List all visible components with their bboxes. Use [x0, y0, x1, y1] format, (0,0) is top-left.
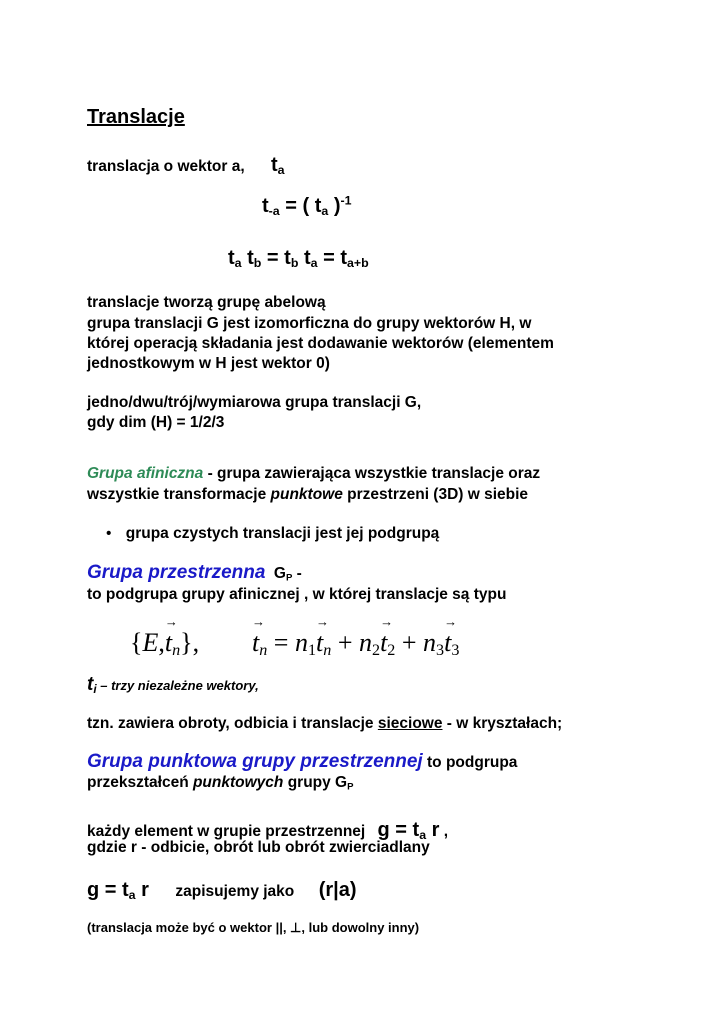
eq1-sup: -1 [340, 193, 352, 208]
element-tail: , [439, 823, 449, 840]
point-group-line [87, 773, 354, 792]
set-close-brace: }, [180, 628, 200, 657]
affine-text-a: wszystkie transformacje [87, 486, 271, 503]
tzn-underlined: sieciowe [377, 715, 443, 732]
formula-plus: + [401, 628, 417, 657]
formula-plus: + [337, 628, 353, 657]
abelian-paragraph-line: grupa translacji G jest izomorficzna do grupy wektorów H, w [87, 315, 532, 332]
translation-text: translacja o wektor a, [87, 158, 245, 175]
space-group-symbol [274, 565, 302, 582]
eq2-a-sub: a [234, 256, 242, 271]
formula-comma: , [158, 628, 165, 657]
eq2-e: = t [317, 247, 347, 269]
vector-t: → t [252, 628, 259, 658]
abelian-paragraph-line: której operacją składania jest dodawanie wektorów (elementem [87, 335, 554, 352]
t-symbol: t [270, 154, 278, 176]
ti-symbol [87, 674, 97, 695]
point-group-text-a: przekształceń [87, 774, 193, 791]
eq2-a: t [228, 247, 235, 269]
bullet-text: grupa czystych translacji jest jej podgrupą [125, 525, 440, 542]
space-group-dash: - [292, 565, 302, 582]
formula-index-1: 1 [307, 642, 317, 660]
dimension-paragraph-line: jedno/dwu/trój/wymiarowa grupa translacji G, [87, 394, 422, 411]
eq1-sub1: -a [268, 204, 280, 219]
eq2-d-sub: a [310, 256, 318, 271]
abelian-paragraph-line: translacje tworzą grupę abelową [87, 294, 326, 311]
dimension-paragraph-line: gdy dim (H) = 1/2/3 [87, 414, 225, 431]
ti-line [87, 674, 259, 696]
vector-t: → t [316, 628, 323, 658]
formula-sub-n: n [323, 642, 332, 660]
vector-t: → t [444, 628, 451, 658]
affine-group-line [87, 464, 540, 483]
formula-index-2: 2 [372, 642, 381, 660]
element-desc: gdzie r - odbicie, obrót lub obrót zwierciadlany [87, 839, 430, 856]
ti-sub: i [93, 682, 97, 696]
notation-line [87, 878, 357, 902]
formula-coef-n: n [294, 628, 308, 657]
eq1-t: t [262, 195, 269, 217]
element-text: każdy element w grupie przestrzennej [87, 823, 370, 840]
t-subscript: a [277, 163, 285, 178]
element-r: r [426, 819, 440, 841]
eq2-eq: = t [261, 247, 291, 269]
tzn-text-b: - w kryształach; [442, 715, 563, 732]
formula-coef-n: n [359, 628, 372, 657]
eq2-c-sub: b [290, 256, 299, 271]
space-group-sub: P [285, 572, 293, 584]
notation-formula [87, 879, 149, 901]
point-group-line [87, 751, 517, 773]
bullet-icon: • [106, 525, 112, 542]
affine-text-italic: punktowe [270, 486, 343, 503]
point-group-italic: punktowych [192, 774, 284, 791]
ti-text: – trzy niezależne wektory, [96, 678, 259, 693]
tzn-line [87, 714, 562, 733]
affine-group-line [87, 485, 528, 504]
eq2-e-sub: a+b [346, 256, 369, 271]
point-group-term: Grupa punktowa grupy przestrzennej [87, 751, 423, 772]
eq1-close: ) [328, 195, 341, 217]
point-group-text-c: grupy G [283, 774, 348, 791]
element-g: g = t [377, 819, 420, 841]
affine-text-c: przestrzeni (3D) w siebie [342, 486, 529, 503]
vector-t: → t [165, 628, 172, 658]
space-group-g: G [273, 565, 286, 582]
space-group-desc: to podgrupa grupy afinicznej , w której translacje są typu [87, 586, 507, 603]
formula-index-3: 3 [451, 642, 460, 660]
element-sub: a [419, 828, 427, 843]
eq1-sub2: a [321, 204, 329, 219]
vector-t: → t [380, 628, 387, 658]
eq2-d: t [298, 247, 311, 269]
notation-sub: a [128, 888, 136, 903]
point-group-sub: P [347, 781, 354, 793]
notation-r: r [135, 879, 149, 901]
notation-pair: (r|a) [318, 879, 357, 901]
space-group-line [87, 562, 302, 584]
abelian-paragraph-line: jednostkowym w H jest wektor 0) [87, 355, 330, 372]
formula-equals: = [273, 628, 289, 657]
point-group-rest: to podgrupa [422, 754, 518, 771]
bullet-item [106, 524, 439, 543]
formula-coef-n: n [423, 628, 437, 657]
composition-equation [228, 246, 369, 270]
formula-index-2: 2 [387, 642, 396, 660]
eq1-mid: = ( t [279, 195, 322, 217]
translation-symbol [271, 154, 285, 176]
footnote: (translacja może być o wektor ||, ⊥, lub dowolny inny) [87, 920, 420, 935]
translation-formula [130, 628, 199, 658]
ti-t: t [87, 674, 94, 695]
translation-definition [87, 153, 285, 177]
affine-group-term: Grupa afiniczna [87, 465, 204, 482]
space-group-term: Grupa przestrzenna [87, 562, 266, 583]
eq2-b: t [241, 247, 254, 269]
affine-group-desc: - grupa zawierająca wszystkie translacje oraz [203, 465, 541, 482]
page-title: Translacje [87, 106, 185, 128]
formula-index-3: 3 [436, 642, 445, 660]
tzn-text-a: tzn. zawiera obroty, odbicia i translacje [87, 715, 378, 732]
inverse-equation [262, 194, 352, 218]
notation-g: g = t [87, 879, 129, 901]
eq2-b-sub: b [253, 256, 262, 271]
formula-E: E [142, 628, 159, 657]
formula-sub-n: n [172, 642, 181, 660]
translation-expansion [252, 628, 459, 658]
set-open-brace: { [130, 628, 143, 657]
notation-text: zapisujemy jako [175, 883, 295, 900]
formula-sub-n: n [259, 642, 268, 660]
